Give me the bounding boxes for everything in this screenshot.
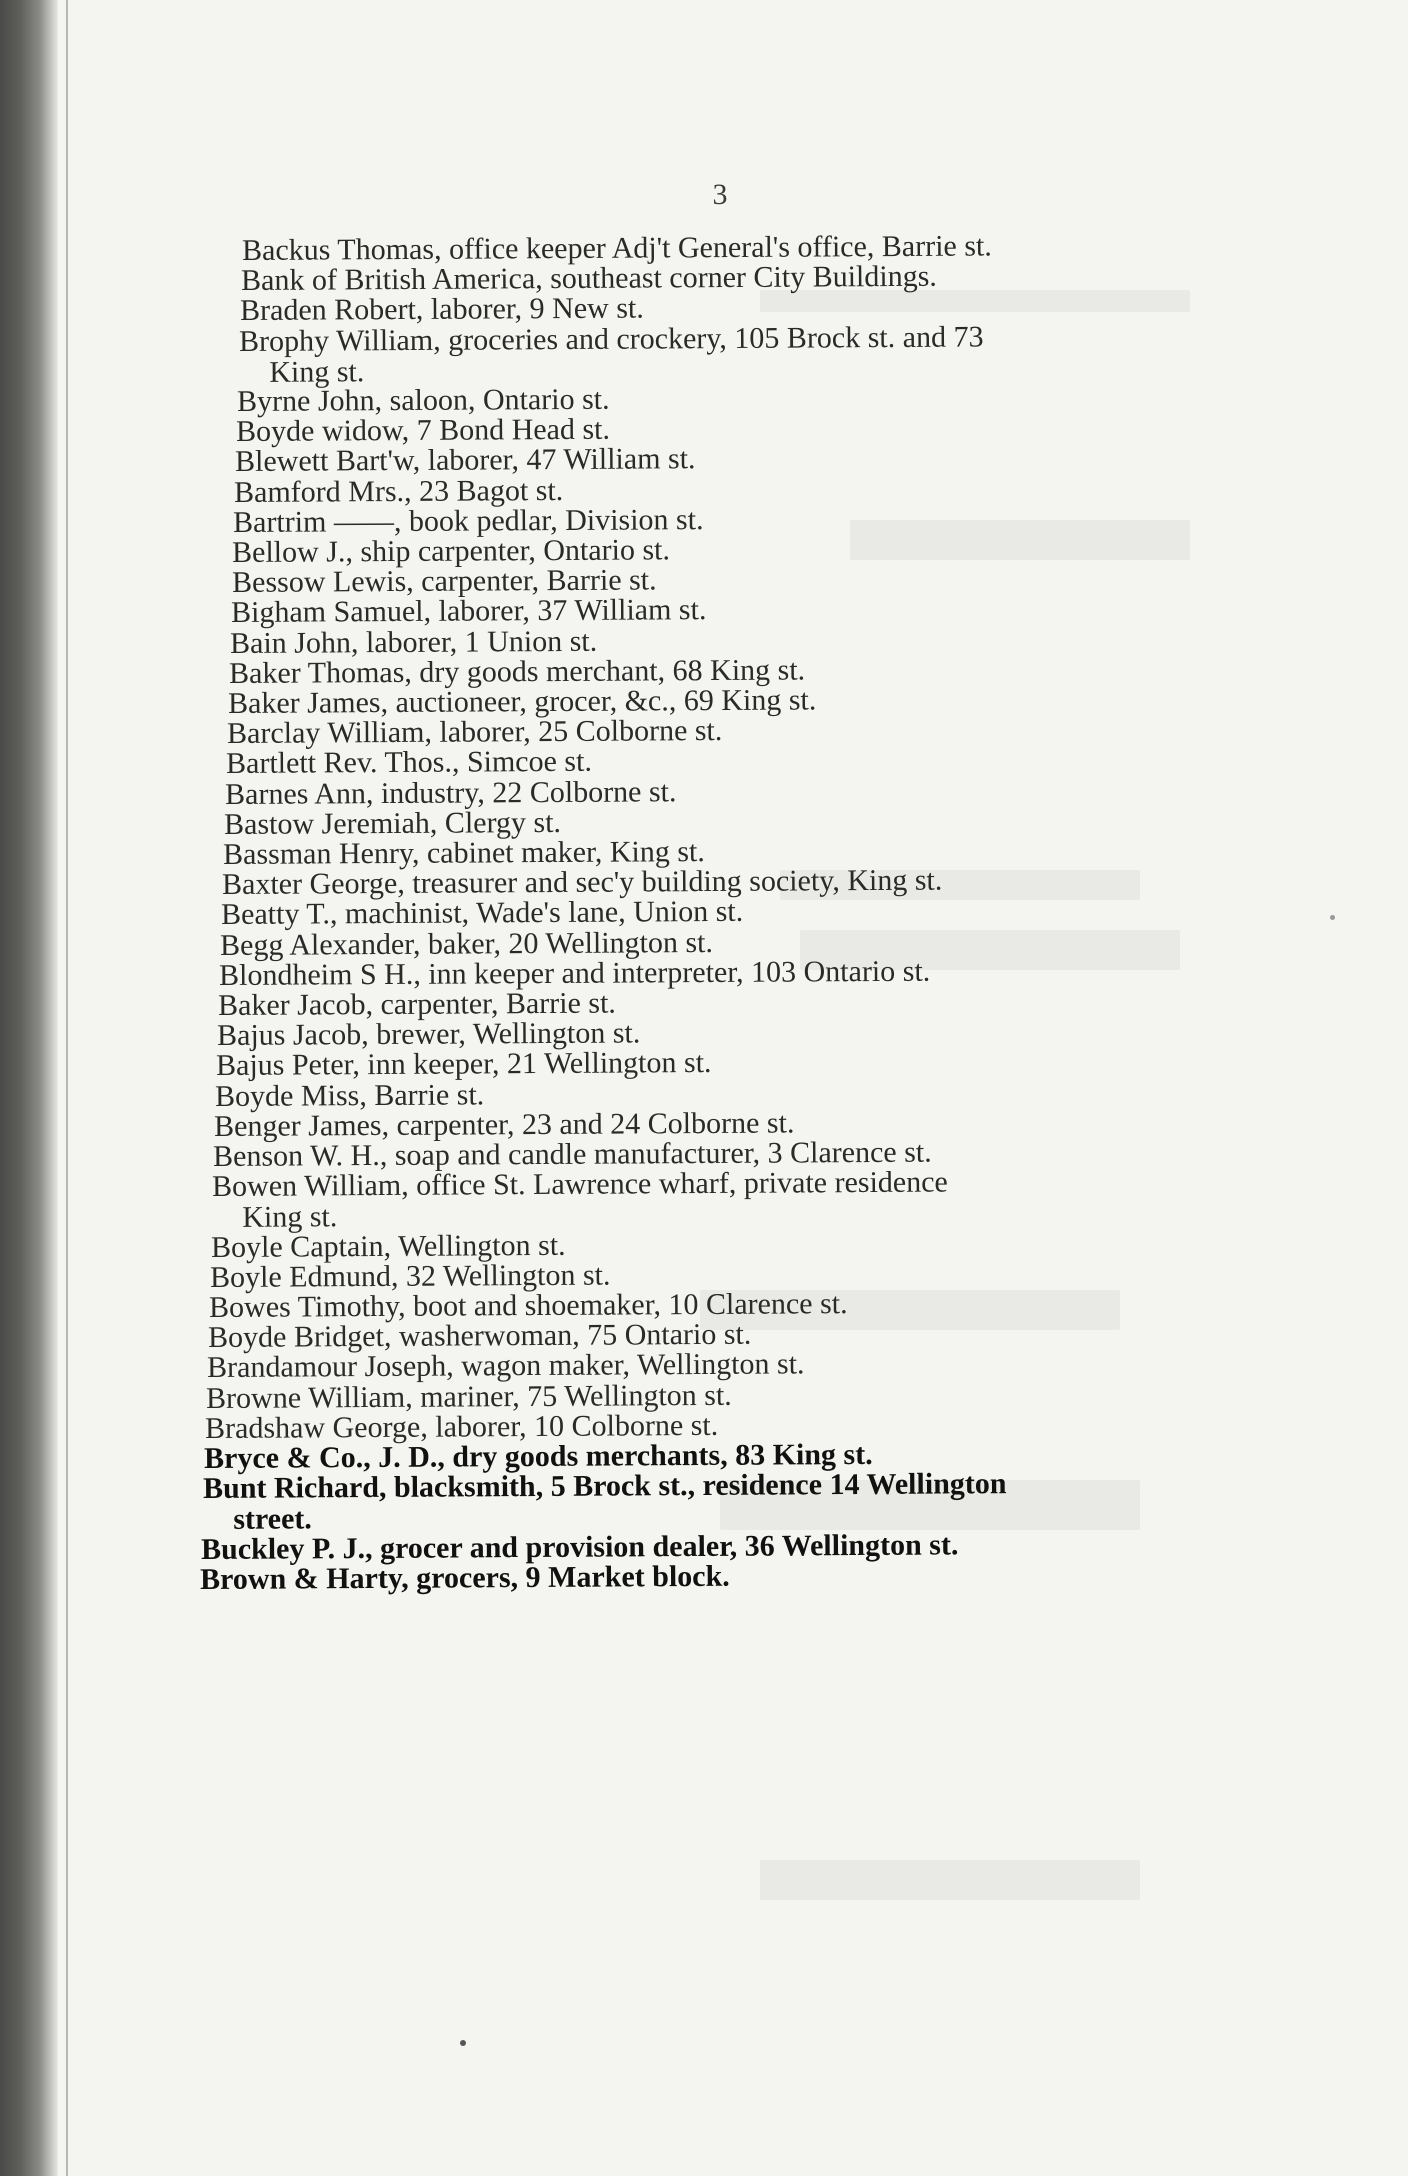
entry-text: Bessow Lewis, carpenter, Barrie st. xyxy=(231,563,657,600)
entry-text: Byrne John, saloon, Ontario st. xyxy=(237,382,610,418)
directory-entry xyxy=(240,293,644,326)
directory-entry xyxy=(210,1259,611,1292)
directory-entry xyxy=(219,955,930,990)
entry-text: Bajus Jacob, brewer, Wellington st. xyxy=(217,1016,641,1053)
entry-text: Browne William, mariner, 75 Wellington st. xyxy=(205,1378,732,1415)
entry-text: Backus Thomas, office keeper Adj't General's office, Barrie st. xyxy=(241,229,992,267)
entry-text: Braden Robert, laborer, 9 New st. xyxy=(240,291,644,328)
directory-entry xyxy=(228,684,816,719)
directory-entry xyxy=(230,625,597,658)
entry-continuation-text: King st. xyxy=(242,1200,338,1235)
entry-text: Baker James, auctioneer, grocer, &c., 69 King st. xyxy=(227,683,817,720)
directory-entry xyxy=(201,1529,958,1565)
entry-text: Bowen William, office St. Lawrence wharf, private residence xyxy=(212,1165,949,1204)
entry-text: Bellow J., ship carpenter, Ontario st. xyxy=(232,533,671,569)
entry-text: Bastow Jeremiah, Clergy st. xyxy=(223,805,561,841)
entry-text: Blewett Bart'w, laborer, 47 William st. xyxy=(235,442,696,479)
entry-text: Benger James, carpenter, 23 and 24 Colborne st. xyxy=(214,1106,795,1143)
entry-continuation-text: King st. xyxy=(269,354,365,389)
entry-text: Bowes Timothy, boot and shoemaker, 10 Clarence st. xyxy=(208,1287,848,1324)
entry-text: Begg Alexander, baker, 20 Wellington st. xyxy=(220,925,714,962)
directory-entry xyxy=(231,594,706,628)
page-number: 3 xyxy=(712,178,728,211)
directory-entry xyxy=(226,746,592,779)
directory-entry xyxy=(225,776,677,810)
entry-text: Bartrim ——, book pedlar, Division st. xyxy=(233,502,705,539)
entry-text: Bigham Samuel, laborer, 37 William st. xyxy=(230,593,707,630)
directory-entry xyxy=(211,1229,566,1262)
directory-entry xyxy=(224,807,561,840)
entry-text: Bradshaw George, laborer, 10 Colborne st. xyxy=(204,1408,719,1445)
directory-entry xyxy=(227,715,722,749)
entry-text: Bajus Peter, inn keeper, 21 Wellington st. xyxy=(216,1046,712,1083)
entry-text: Bank of British America, southeast corner City Buildings. xyxy=(241,259,937,298)
directory-entry xyxy=(234,475,563,508)
ink-speck xyxy=(1330,915,1335,920)
entry-text: Bassman Henry, cabinet maker, King st. xyxy=(222,835,705,871)
entry-text: Bain John, laborer, 1 Union st. xyxy=(229,624,597,660)
entry-text: Boyle Edmund, 32 Wellington st. xyxy=(209,1258,611,1294)
directory-entry xyxy=(212,1167,948,1233)
entry-text: Boyle Captain, Wellington st. xyxy=(210,1228,566,1264)
ink-speck xyxy=(460,2040,466,2046)
entry-text: Barnes Ann, industry, 22 Colborne st. xyxy=(224,774,677,811)
directory-entry xyxy=(203,1468,1007,1535)
directory-entry xyxy=(221,896,743,930)
entry-text: Bartlett Rev. Thos., Simcoe st. xyxy=(225,745,592,781)
directory-entry xyxy=(237,384,610,417)
entry-text: Boyde widow, 7 Bond Head st. xyxy=(236,412,611,449)
entry-text: Beatty T., machinist, Wade's lane, Union st. xyxy=(220,895,744,932)
entry-text: Bryce & Co., J. D., dry goods merchants, 83 King st. xyxy=(203,1437,873,1475)
entry-text: Benson W. H., soap and candle manufacturer, 3 Clarence st. xyxy=(213,1135,933,1173)
entry-text: Baker Jacob, carpenter, Barrie st. xyxy=(218,986,617,1022)
entry-text: Baxter George, treasurer and sec'y building society, King st. xyxy=(221,863,943,902)
entry-text: Bamford Mrs., 23 Bagot st. xyxy=(234,473,564,509)
entry-text: Baker Thomas, dry goods merchant, 68 King st. xyxy=(228,653,805,690)
entry-text: Bunt Richard, blacksmith, 5 Brock st., residence 14 Wellington xyxy=(202,1467,1007,1506)
entry-text: Boyde Miss, Barrie st. xyxy=(215,1077,485,1113)
directory-entry xyxy=(215,1079,484,1112)
entry-text: Blondheim S H., inn keeper and interpreter, 103 Ontario st. xyxy=(219,954,931,992)
directory-entry xyxy=(209,1288,848,1323)
entry-text: Brown & Harty, grocers, 9 Market block. xyxy=(199,1559,730,1596)
entry-text: Buckley P. J., grocer and provision dealer, 36 Wellington st. xyxy=(200,1527,959,1566)
directory-entry xyxy=(216,1047,712,1081)
entry-text: Boyde Bridget, washerwoman, 75 Ontario st. xyxy=(207,1317,752,1355)
directory-entry xyxy=(239,321,984,388)
entry-text: Barclay William, laborer, 25 Colborne st. xyxy=(226,714,723,751)
directory-entry xyxy=(200,1561,730,1595)
entry-text: Brandamour Joseph, wagon maker, Wellington st. xyxy=(206,1347,805,1385)
entry-continuation-text: street. xyxy=(233,1502,312,1537)
directory-entry xyxy=(235,444,696,478)
entry-text: Brophy William, groceries and crockery, 105 Brock st. and 73 xyxy=(239,320,984,358)
